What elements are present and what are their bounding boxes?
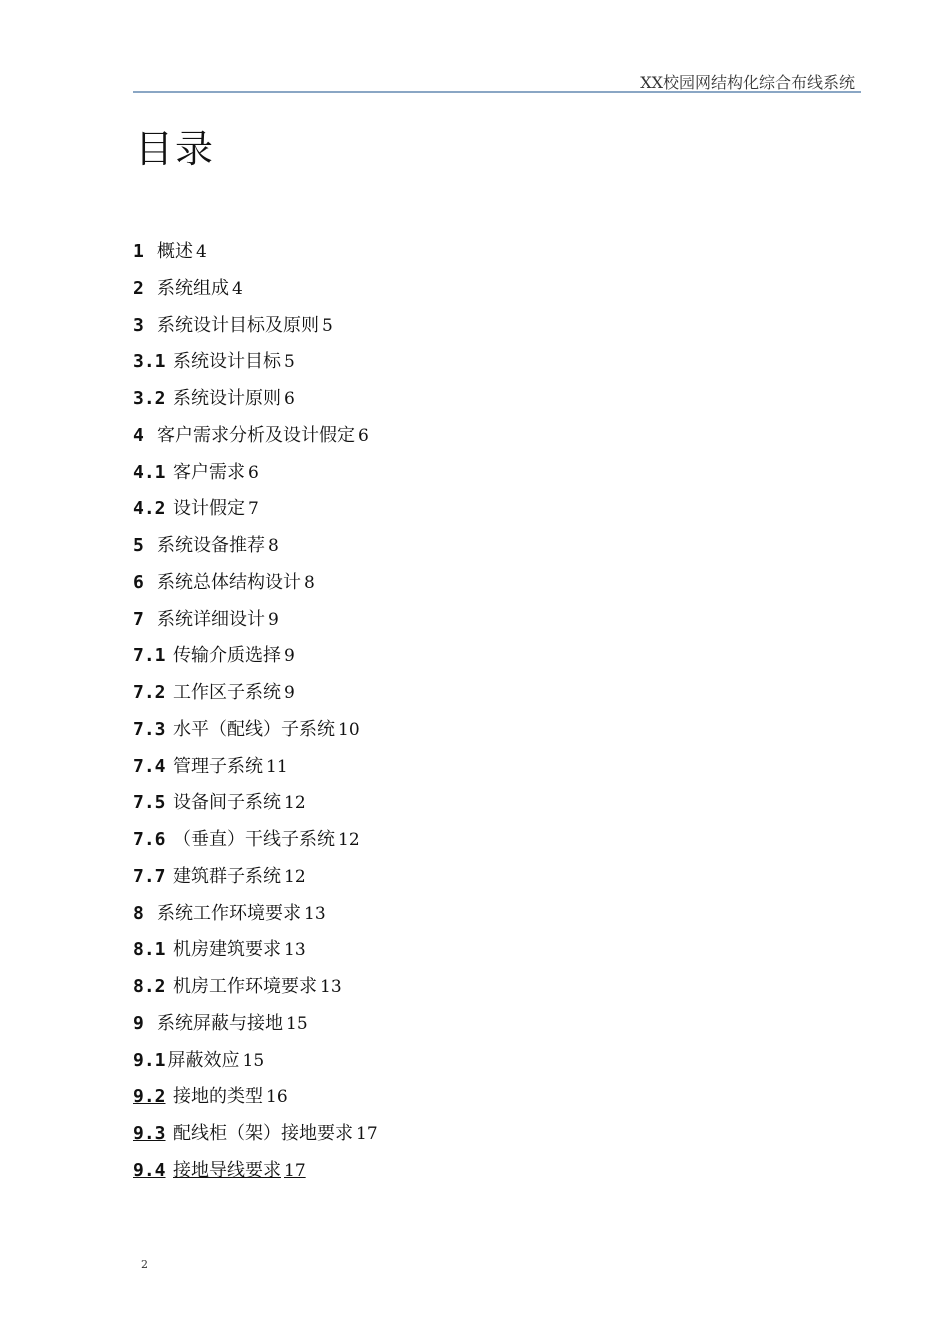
toc-entry-number: 3.2 — [133, 388, 166, 409]
toc-entry[interactable] — [133, 534, 378, 571]
toc-entry-title: 机房工作环境要求 — [173, 976, 317, 997]
toc-entry-page: 5 — [322, 315, 333, 336]
toc-entry-page: 11 — [266, 756, 288, 777]
toc-entry-number: 9.3 — [133, 1123, 166, 1144]
toc-entry-page: 6 — [284, 389, 295, 409]
toc-entry[interactable] — [133, 828, 378, 865]
page-title: 目录 — [135, 127, 216, 171]
toc-entry-title: 机房建筑要求 — [173, 939, 281, 961]
toc-entry[interactable] — [133, 681, 378, 718]
toc-entry-title: 系统总体结构设计 — [157, 571, 301, 593]
toc-entry-title: 系统详细设计 — [157, 608, 265, 630]
toc-entry-title: 接地导线要求 — [173, 1159, 281, 1181]
toc-entry[interactable] — [133, 1122, 378, 1159]
toc-entry[interactable] — [133, 865, 378, 902]
toc-entry[interactable] — [133, 424, 378, 461]
toc-entry-number: 7.6 — [133, 829, 166, 850]
toc-entry-title: 传输介质选择 — [173, 645, 281, 667]
toc-entry[interactable] — [133, 497, 378, 534]
toc-entry-page: 5 — [284, 352, 295, 373]
toc-entry[interactable] — [133, 1085, 378, 1122]
toc-entry-number: 6 — [133, 571, 144, 593]
toc-entry[interactable] — [133, 755, 378, 792]
toc-entry[interactable] — [133, 277, 378, 314]
toc-entry-page: 7 — [248, 499, 259, 520]
toc-entry-number: 4.1 — [133, 461, 166, 483]
toc-entry-title: 系统设计目标 — [173, 351, 281, 373]
toc-entry[interactable] — [133, 350, 378, 387]
toc-entry-number: 4.2 — [133, 498, 166, 520]
toc-entry-page: 9 — [284, 683, 295, 703]
toc-entry[interactable] — [133, 571, 378, 608]
toc-entry-page: 12 — [284, 866, 306, 887]
toc-entry-title: 系统组成 — [157, 277, 229, 299]
toc-entry-title: 建筑群子系统 — [173, 865, 281, 887]
toc-entry-number: 2 — [133, 277, 144, 299]
toc-entry[interactable] — [133, 718, 378, 755]
toc-entry-number: 7.5 — [133, 792, 166, 814]
toc-entry-title: 概述 — [157, 241, 193, 262]
header-title: XX校园网结构化综合布线系统 — [640, 73, 855, 92]
toc-entry-title: 系统工作环境要求 — [157, 902, 301, 924]
toc-entry-number: 7 — [133, 608, 144, 630]
page-number: 2 — [141, 1258, 148, 1271]
toc-entry-page: 16 — [266, 1087, 288, 1108]
toc-entry-number: 7.2 — [133, 682, 166, 703]
toc-entry-title: 水平（配线）子系统 — [173, 718, 335, 740]
toc-entry-title: 设计假定 — [173, 498, 245, 520]
toc-entry-page: 13 — [304, 903, 326, 924]
toc-entry[interactable] — [133, 314, 378, 351]
toc-entry-page: 10 — [338, 719, 360, 740]
toc-entry-number: 1 — [133, 241, 144, 262]
toc-entry-page: 9 — [284, 646, 295, 667]
toc-entry-page: 8 — [268, 536, 279, 556]
toc-entry[interactable] — [133, 387, 378, 424]
toc-entry[interactable] — [133, 975, 378, 1012]
toc-entry-number: 3.1 — [133, 351, 166, 373]
toc-entry-number: 4 — [133, 424, 144, 446]
toc-entry[interactable] — [133, 608, 378, 645]
toc-entry[interactable] — [133, 1159, 378, 1196]
running-header — [133, 70, 861, 92]
table-of-contents — [133, 240, 378, 1196]
toc-entry-title: 系统设计原则 — [173, 388, 281, 409]
toc-entry-number: 8.2 — [133, 976, 166, 997]
toc-entry-page: 12 — [338, 830, 360, 850]
toc-entry-title: 客户需求 — [173, 461, 245, 483]
toc-entry-number: 9.4 — [133, 1159, 166, 1181]
toc-entry-title: 系统设计目标及原则 — [157, 314, 319, 336]
toc-entry-title: （垂直）干线子系统 — [173, 829, 335, 850]
toc-entry-number: 9 — [133, 1012, 144, 1034]
toc-entry-page: 6 — [248, 462, 259, 483]
toc-entry-title: 系统屏蔽与接地 — [157, 1012, 283, 1034]
header-rule — [133, 91, 861, 93]
toc-entry-page: 4 — [232, 278, 243, 299]
toc-entry-number: 7.1 — [133, 645, 166, 667]
toc-entry[interactable] — [133, 1049, 378, 1086]
toc-entry-page: 12 — [284, 793, 306, 814]
toc-entry-page: 6 — [358, 425, 369, 446]
toc-entry-number: 7.4 — [133, 755, 166, 777]
toc-entry[interactable] — [133, 1012, 378, 1049]
toc-entry-title: 客户需求分析及设计假定 — [157, 424, 355, 446]
toc-entry[interactable] — [133, 461, 378, 498]
toc-entry-page: 17 — [284, 1160, 306, 1181]
toc-entry-page: 4 — [196, 242, 207, 262]
toc-entry-title: 配线柜（架）接地要求 — [173, 1123, 353, 1144]
toc-entry-number: 8.1 — [133, 939, 166, 961]
toc-entry-page: 8 — [304, 572, 315, 593]
toc-entry-title: 工作区子系统 — [173, 682, 281, 703]
toc-entry[interactable] — [133, 240, 378, 277]
toc-entry-title: 系统设备推荐 — [157, 535, 265, 556]
toc-entry-title: 接地的类型 — [173, 1086, 263, 1108]
toc-entry-number: 5 — [133, 535, 144, 556]
toc-entry-title: 设备间子系统 — [173, 792, 281, 814]
toc-entry-number: 3 — [133, 314, 144, 336]
toc-entry-title: 管理子系统 — [173, 755, 263, 777]
toc-entry-page: 17 — [356, 1124, 378, 1144]
toc-entry-number: 9.1 — [133, 1049, 166, 1071]
toc-entry[interactable] — [133, 938, 378, 975]
toc-entry-page: 13 — [284, 940, 306, 961]
toc-entry-page: 15 — [286, 1013, 308, 1034]
toc-entry-number: 7.7 — [133, 865, 166, 887]
toc-entry-page: 13 — [320, 977, 342, 997]
toc-entry-title: 屏蔽效应 — [167, 1049, 240, 1071]
toc-entry-page: 9 — [268, 609, 279, 630]
toc-entry-number: 8 — [133, 902, 144, 924]
toc-entry-number: 7.3 — [133, 718, 166, 740]
toc-entry-number: 9.2 — [133, 1086, 166, 1108]
toc-entry[interactable] — [133, 791, 378, 828]
toc-entry[interactable] — [133, 902, 378, 939]
toc-entry-page: 15 — [242, 1050, 265, 1071]
toc-entry[interactable] — [133, 644, 378, 681]
